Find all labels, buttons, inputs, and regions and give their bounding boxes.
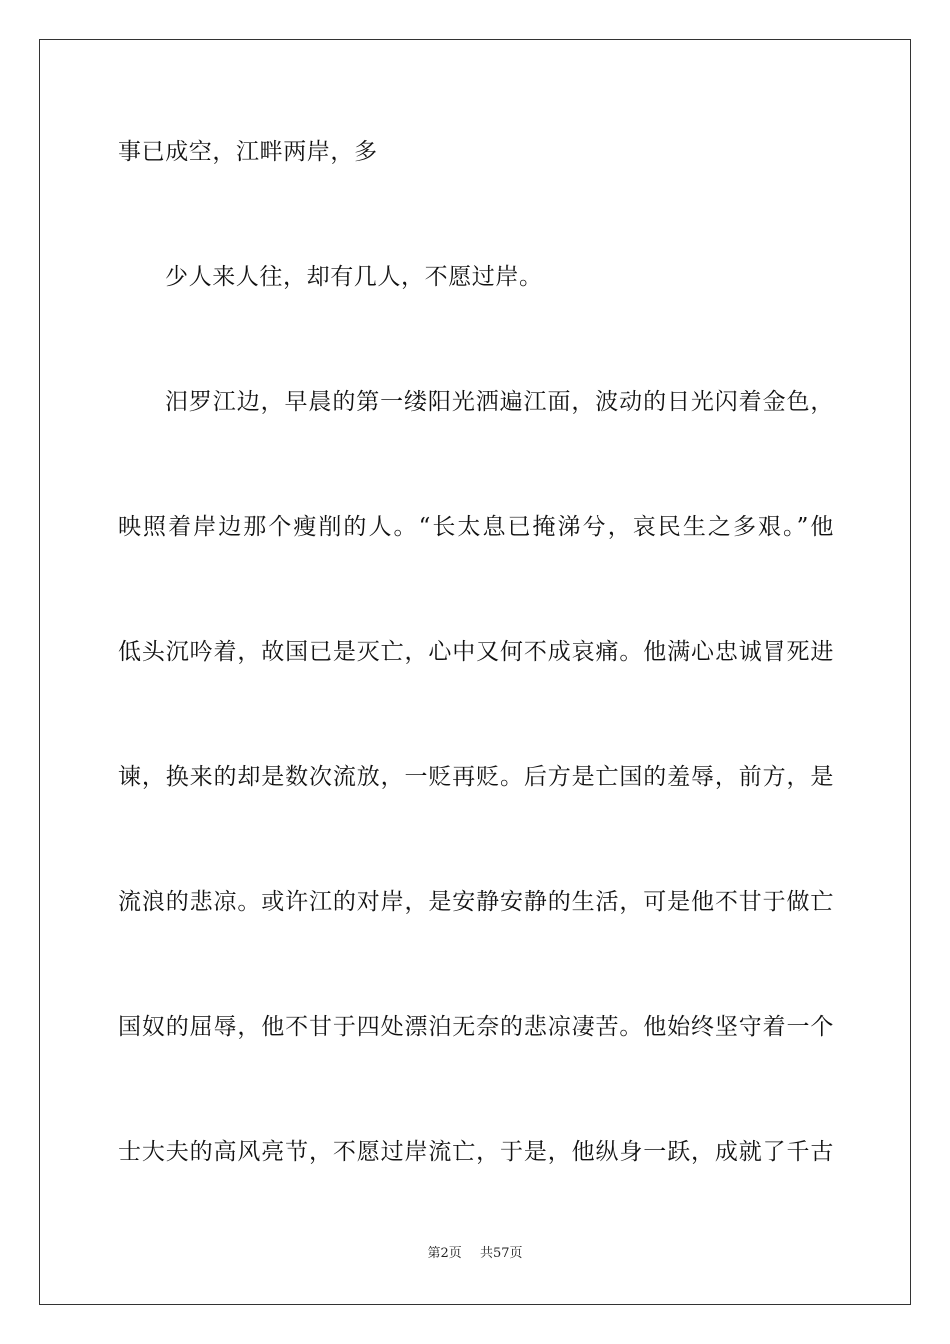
text-line-9: 士大夫的高风亮节，不愿过岸流亡，于是，他纵身一跃，成就了千古	[118, 1139, 834, 1165]
page-border	[39, 39, 911, 1305]
text-line-4: 映照着岸边那个瘦削的人。“长太息已掩涕兮，哀民生之多艰。”他	[118, 514, 834, 540]
text-line-5: 低头沉吟着，故国已是灭亡，心中又何不成哀痛。他满心忠诚冒死进	[118, 639, 834, 665]
text-line-2: 少人来人往，却有几人，不愿过岸。	[165, 264, 543, 290]
page-number: 第2页	[427, 1246, 462, 1261]
text-line-6: 谏，换来的却是数次流放，一贬再贬。后方是亡国的羞辱，前方，是	[118, 764, 834, 790]
text-line-1: 事已成空，江畔两岸，多	[118, 139, 378, 165]
page-footer	[0, 1245, 950, 1263]
page-total: 共57页	[479, 1246, 523, 1261]
text-line-7: 流浪的悲凉。或许江的对岸，是安静安静的生活，可是他不甘于做亡	[118, 889, 834, 915]
text-line-3: 汨罗江边，早晨的第一缕阳光洒遍江面，波动的日光闪着金色，	[165, 389, 834, 415]
text-line-8: 国奴的屈辱，他不甘于四处漂泊无奈的悲凉凄苦。他始终坚守着一个	[118, 1014, 834, 1040]
